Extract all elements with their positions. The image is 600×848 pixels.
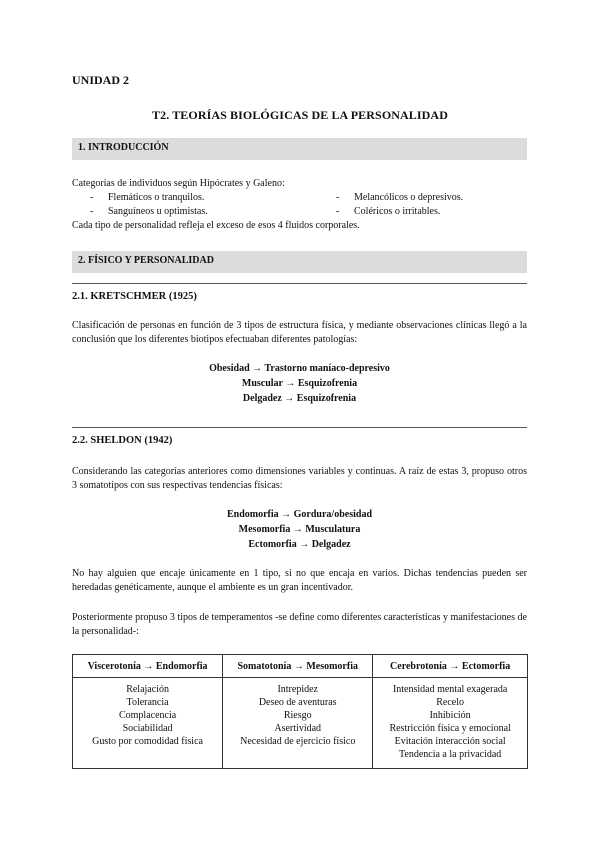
table-cell-item: Deseo de aventuras: [258, 697, 337, 708]
table-cell-item: Gusto por comodidad física: [92, 736, 203, 747]
divider: [72, 427, 527, 428]
table-cell-item: Sociabilidad: [122, 723, 173, 734]
divider: [72, 283, 527, 284]
table-cell-item: Necesidad de ejercicio físico: [240, 736, 356, 747]
intro-text: Categorías de individuos según Hipócrates y Galeno:: [72, 178, 285, 189]
table-cell-item: Inhibición: [429, 710, 471, 721]
table-cell-item: Riesgo: [283, 710, 312, 721]
section-2-bar: [72, 251, 527, 273]
table-cell: [223, 678, 373, 769]
sheldon-relation: Mesomorfia → Musculatura: [238, 524, 361, 535]
sheldon-paragraph-3: Posteriormente propuso 3 tipos de temperamentos -se define como diferentes características y manifestaciones de la personalidad-:: [72, 612, 527, 637]
section-1-bar: [72, 138, 527, 160]
table-header: Somatotonía → Mesomorfia: [223, 655, 373, 678]
kretschmer-relation: Delgadez → Esquizofrenia: [242, 393, 357, 404]
sheldon-paragraph-2: No hay alguien que encaje únicamente en 1 tipo, si no que encaja en varios. Dichas tendencias pueden ser heredadas genéticamente, aunque el ambiente es un gran incentivador.: [72, 568, 527, 593]
list-item: - Coléricos o irritables.: [336, 206, 441, 217]
table-cell-item: Tolerancia: [126, 697, 169, 708]
table-header: Cerebrotonía → Ectomorfia: [373, 655, 528, 678]
kretschmer-relation: Muscular → Esquizofrenia: [241, 378, 358, 389]
table-cell-item: Tendencia a la privacidad: [398, 749, 502, 760]
kretschmer-relation: Obesidad → Trastorno maníaco-depresivo: [209, 363, 390, 374]
list-item: - Melancólicos o depresivos.: [336, 192, 464, 203]
table-cell-item: Evitación interacción social: [394, 736, 506, 747]
table-cell-item: Complacencia: [118, 710, 177, 721]
temperament-table: [72, 654, 528, 769]
kretschmer-paragraph: Clasificación de personas en función de 3 tipos de estructura física, y mediante observaciones clínicas llegó a la conclusión que los diferentes biotipos efectuaban diferentes patologías:: [72, 320, 527, 345]
page-title: T2. TEORÍAS BIOLÓGICAS DE LA PERSONALIDAD: [152, 108, 448, 122]
table-cell-item: Intrepidez: [277, 684, 318, 695]
sheldon-paragraph-1: Considerando las categorías anteriores como dimensiones variables y continuas. A raíz de estas 3, propuso otros 3 somatotipos con sus respectivas tendencias físicas:: [72, 466, 527, 491]
table-cell-item: Recelo: [436, 697, 465, 708]
list-item: - Flemáticos o tranquilos.: [90, 192, 205, 203]
table-cell: [373, 678, 528, 769]
table-cell-item: Restricción física y emocional: [389, 723, 511, 734]
section-2-heading: 2. FÍSICO Y PERSONALIDAD: [78, 255, 214, 266]
sheldon-relation: Ectomorfia → Delgadez: [248, 539, 351, 550]
table-cell-item: Relajación: [126, 684, 169, 695]
section-1-heading: 1. INTRODUCCIÓN: [78, 142, 169, 153]
kretschmer-title: 2.1. KRETSCHMER (1925): [72, 291, 197, 302]
outro-text: Cada tipo de personalidad refleja el exceso de esos 4 fluidos corporales.: [72, 220, 360, 231]
table-cell-item: Intensidad mental exagerada: [392, 684, 508, 695]
list-item: - Sanguíneos u optimistas.: [90, 206, 208, 217]
table-cell-item: Asertividad: [274, 723, 322, 734]
sheldon-relation: Endomorfia → Gordura/obesidad: [226, 509, 373, 520]
unit-heading: UNIDAD 2: [72, 73, 129, 87]
table-cell: [73, 678, 223, 769]
table-header: Viscerotonía → Endomorfia: [73, 655, 223, 678]
sheldon-title: 2.2. SHELDON (1942): [72, 435, 173, 446]
